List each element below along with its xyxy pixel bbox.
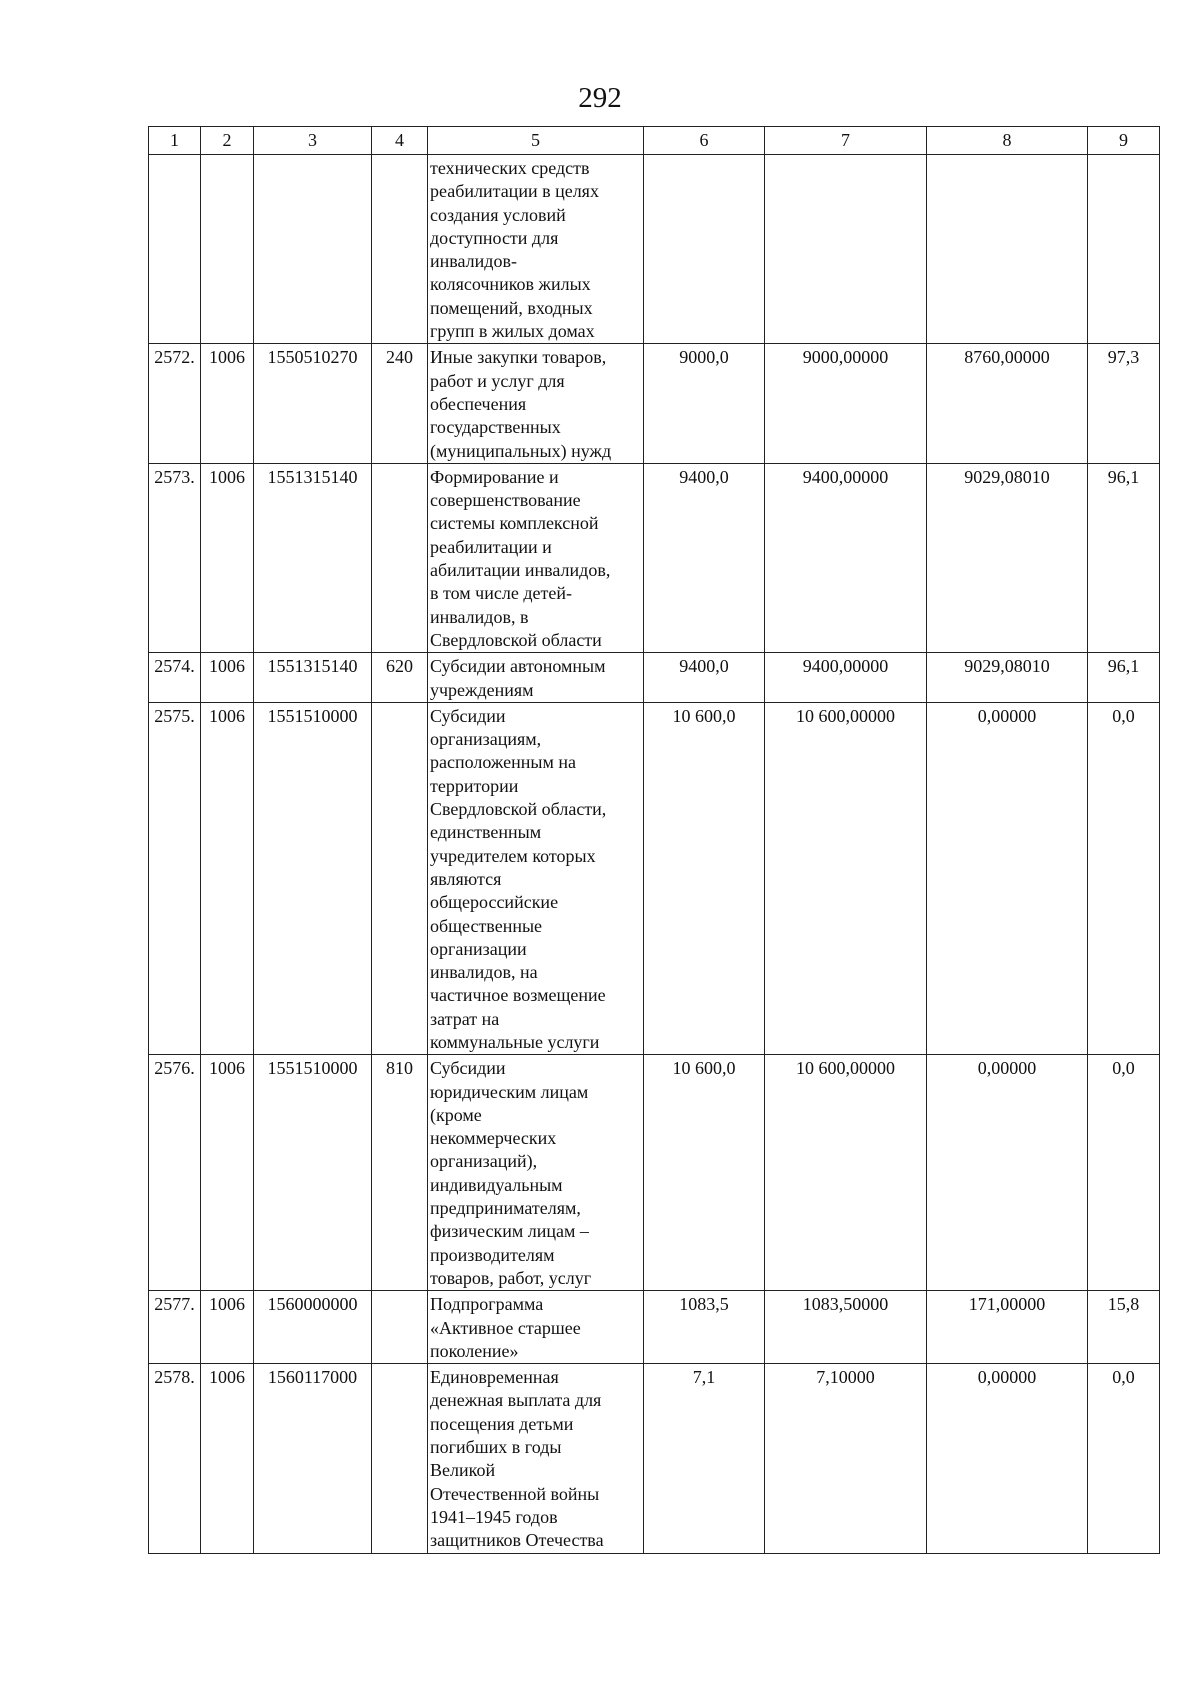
column-header: 4 <box>372 127 428 155</box>
table-header-row <box>149 127 1160 155</box>
planned-amount-cell: 1083,5 <box>644 1291 765 1364</box>
column-header: 5 <box>428 127 644 155</box>
item-name-cell: Субсидии юридическим лицам (кроме некоммерческих организаций), индивидуальным предпринимателям, физическим лицам – производителям товаров, работ, услуг <box>428 1055 644 1291</box>
section-code-cell: 1006 <box>201 463 254 652</box>
executed-amount-cell: 8760,00000 <box>927 344 1088 463</box>
table-row <box>149 653 1160 703</box>
approved-amount-cell: 7,10000 <box>765 1364 927 1553</box>
target-code-cell: 1550510270 <box>254 344 372 463</box>
column-header: 6 <box>644 127 765 155</box>
executed-amount-cell: 0,00000 <box>927 702 1088 1054</box>
expense-type-cell <box>372 1364 428 1553</box>
column-header: 8 <box>927 127 1088 155</box>
target-code-cell: 1551315140 <box>254 463 372 652</box>
target-code-cell: 1560000000 <box>254 1291 372 1364</box>
page-number: 292 <box>578 82 622 114</box>
planned-amount-cell: 10 600,0 <box>644 1055 765 1291</box>
section-code-cell: 1006 <box>201 1364 254 1553</box>
column-header: 2 <box>201 127 254 155</box>
column-header: 7 <box>765 127 927 155</box>
executed-amount-cell: 9029,08010 <box>927 653 1088 703</box>
item-name-cell: Формирование и совершенствование системы комплексной реабилитации и абилитации инвалидов, в том числе детей- инвалидов, в Свердловской области <box>428 463 644 652</box>
item-name-cell: Единовременная денежная выплата для посещения детьми погибших в годы Великой Отечественной войны 1941–1945 годов защитников Отечества <box>428 1364 644 1553</box>
expense-type-cell: 620 <box>372 653 428 703</box>
approved-amount-cell: 9400,00000 <box>765 463 927 652</box>
table-row <box>149 155 1160 344</box>
section-code-cell: 1006 <box>201 702 254 1054</box>
column-header: 3 <box>254 127 372 155</box>
item-name-cell: Субсидии организациям, расположенным на территории Свердловской области, единственным учредителем которых являются общероссийские общественные организации инвалидов, на частичное возмещение затрат на коммунальные услуги <box>428 702 644 1054</box>
planned-amount-cell: 9400,0 <box>644 463 765 652</box>
execution-percent-cell: 0,0 <box>1088 1364 1160 1553</box>
execution-percent-cell: 0,0 <box>1088 702 1160 1054</box>
row-number-cell: 2573. <box>149 463 201 652</box>
expense-type-cell <box>372 155 428 344</box>
row-number-cell: 2578. <box>149 1364 201 1553</box>
row-number-cell <box>149 155 201 344</box>
approved-amount-cell: 9400,00000 <box>765 653 927 703</box>
table-row <box>149 344 1160 463</box>
expense-type-cell: 810 <box>372 1055 428 1291</box>
execution-percent-cell: 97,3 <box>1088 344 1160 463</box>
row-number-cell: 2572. <box>149 344 201 463</box>
column-header: 9 <box>1088 127 1160 155</box>
table-row <box>149 463 1160 652</box>
expense-type-cell <box>372 1291 428 1364</box>
target-code-cell <box>254 155 372 344</box>
table-row <box>149 1055 1160 1291</box>
approved-amount-cell: 1083,50000 <box>765 1291 927 1364</box>
target-code-cell: 1551510000 <box>254 1055 372 1291</box>
section-code-cell: 1006 <box>201 1291 254 1364</box>
planned-amount-cell: 9000,0 <box>644 344 765 463</box>
approved-amount-cell: 10 600,00000 <box>765 1055 927 1291</box>
section-code-cell: 1006 <box>201 1055 254 1291</box>
table-body <box>149 155 1160 1554</box>
row-number-cell: 2574. <box>149 653 201 703</box>
approved-amount-cell: 10 600,00000 <box>765 702 927 1054</box>
item-name-cell: Иные закупки товаров, работ и услуг для обеспечения государственных (муниципальных) нужд <box>428 344 644 463</box>
table-row <box>149 1364 1160 1553</box>
executed-amount-cell: 0,00000 <box>927 1364 1088 1553</box>
execution-percent-cell: 0,0 <box>1088 1055 1160 1291</box>
executed-amount-cell: 0,00000 <box>927 1055 1088 1291</box>
expense-type-cell <box>372 702 428 1054</box>
row-number-cell: 2577. <box>149 1291 201 1364</box>
item-name-cell: Субсидии автономным учреждениям <box>428 653 644 703</box>
executed-amount-cell <box>927 155 1088 344</box>
execution-percent-cell <box>1088 155 1160 344</box>
section-code-cell: 1006 <box>201 344 254 463</box>
target-code-cell: 1560117000 <box>254 1364 372 1553</box>
planned-amount-cell: 10 600,0 <box>644 702 765 1054</box>
executed-amount-cell: 171,00000 <box>927 1291 1088 1364</box>
planned-amount-cell: 9400,0 <box>644 653 765 703</box>
planned-amount-cell: 7,1 <box>644 1364 765 1553</box>
budget-table <box>148 126 1160 1554</box>
approved-amount-cell <box>765 155 927 344</box>
executed-amount-cell: 9029,08010 <box>927 463 1088 652</box>
item-name-cell: технических средств реабилитации в целях создания условий доступности для инвалидов- колясочников жилых помещений, входных групп в жилых домах <box>428 155 644 344</box>
expense-type-cell <box>372 463 428 652</box>
execution-percent-cell: 15,8 <box>1088 1291 1160 1364</box>
row-number-cell: 2576. <box>149 1055 201 1291</box>
item-name-cell: Подпрограмма «Активное старшее поколение» <box>428 1291 644 1364</box>
execution-percent-cell: 96,1 <box>1088 463 1160 652</box>
execution-percent-cell: 96,1 <box>1088 653 1160 703</box>
planned-amount-cell <box>644 155 765 344</box>
table-row <box>149 702 1160 1054</box>
row-number-cell: 2575. <box>149 702 201 1054</box>
target-code-cell: 1551315140 <box>254 653 372 703</box>
expense-type-cell: 240 <box>372 344 428 463</box>
table-row <box>149 1291 1160 1364</box>
column-header: 1 <box>149 127 201 155</box>
approved-amount-cell: 9000,00000 <box>765 344 927 463</box>
section-code-cell: 1006 <box>201 653 254 703</box>
target-code-cell: 1551510000 <box>254 702 372 1054</box>
section-code-cell <box>201 155 254 344</box>
